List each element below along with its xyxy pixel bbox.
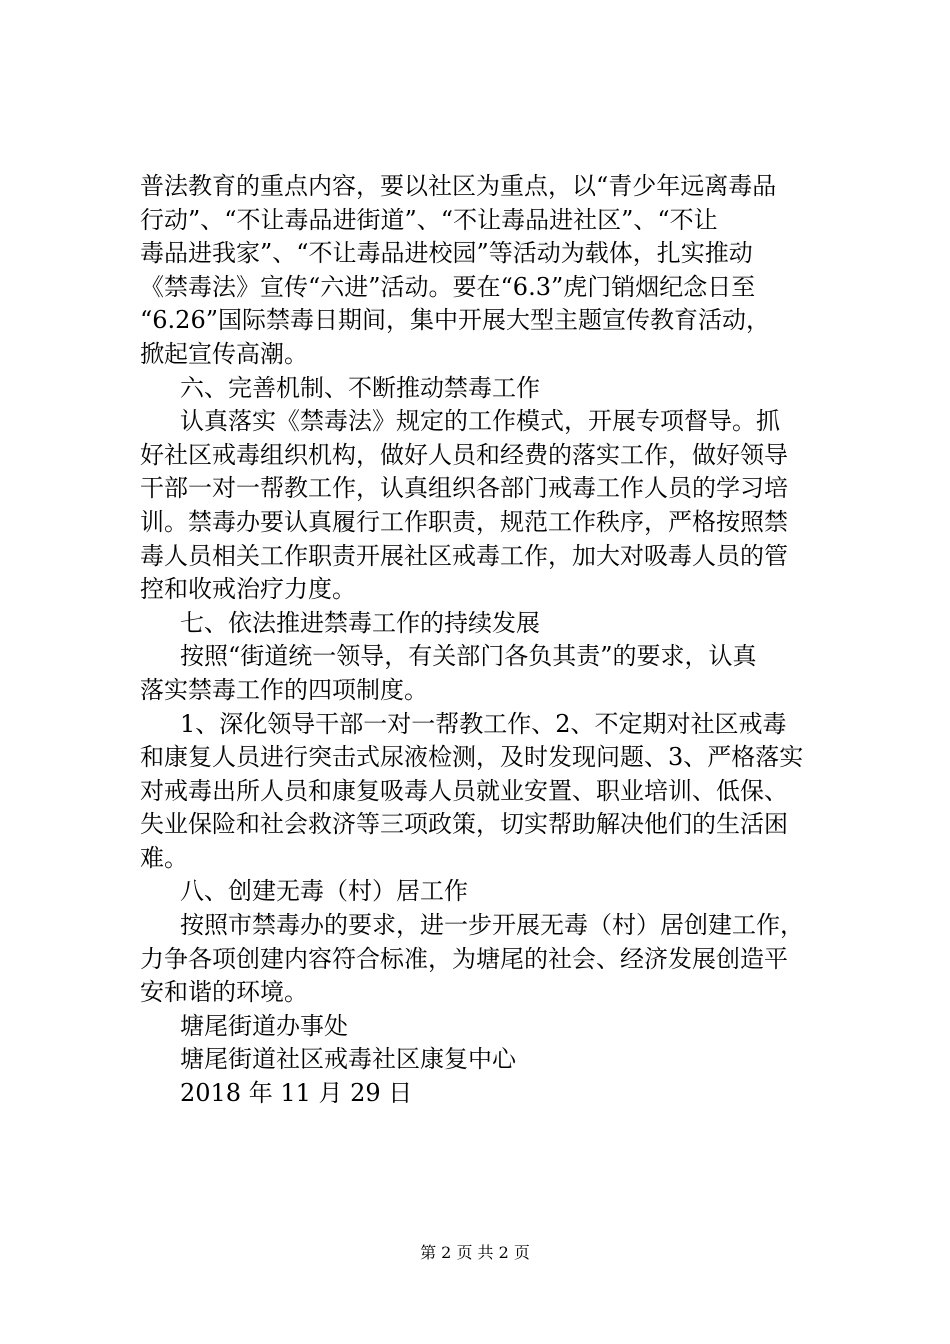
document-line: 力争各项创建内容符合标准，为塘尾的社会、经济发展创造平 bbox=[140, 944, 788, 973]
document-line: 难。 bbox=[140, 843, 188, 872]
document-line: 落实禁毒工作的四项制度。 bbox=[140, 675, 428, 704]
document-line: 《禁毒法》宣传“六进”活动。要在“6.3”虎门销烟纪念日至 bbox=[140, 272, 756, 301]
document-line: 六、完善机制、不断推动禁毒工作 bbox=[180, 373, 540, 402]
document-line: 普法教育的重点内容，要以社区为重点，以“青少年远离毒品 bbox=[140, 172, 777, 200]
document-line: 认真落实《禁毒法》规定的工作模式，开展专项督导。抓 bbox=[180, 407, 780, 436]
document-line: 对戒毒出所人员和康复吸毒人员就业安置、职业培训、低保、 bbox=[140, 776, 788, 805]
document-line: 行动”、“不让毒品进街道”、“不让毒品进社区”、“不让 bbox=[140, 205, 718, 234]
document-line: 七、依法推进禁毒工作的持续发展 bbox=[180, 608, 540, 637]
document-line: 毒人员相关工作职责开展社区戒毒工作，加大对吸毒人员的管 bbox=[140, 541, 788, 570]
document-line: 和康复人员进行突击式尿液检测，及时发现问题、3、严格落实 bbox=[140, 743, 804, 772]
document-line: 毒品进我家”、“不让毒品进校园”等活动为载体，扎实推动 bbox=[140, 239, 753, 268]
page-footer: 第 2 页 共 2 页 bbox=[420, 1243, 530, 1262]
document-line: 安和谐的环境。 bbox=[140, 978, 308, 1007]
document-line: 训。禁毒办要认真履行工作职责，规范工作秩序，严格按照禁 bbox=[140, 507, 788, 536]
document-line: 塘尾街道社区戒毒社区康复中心 bbox=[180, 1045, 516, 1074]
document-line: 干部一对一帮教工作，认真组织各部门戒毒工作人员的学习培 bbox=[140, 474, 788, 503]
document-line: 掀起宣传高潮。 bbox=[140, 339, 308, 368]
document-line: 八、创建无毒（村）居工作 bbox=[180, 877, 468, 906]
document-line: 1、深化领导干部一对一帮教工作、2、不定期对社区戒毒 bbox=[180, 709, 787, 738]
document-line: 好社区戒毒组织机构，做好人员和经费的落实工作，做好领导 bbox=[140, 440, 788, 469]
document-line: 控和收戒治疗力度。 bbox=[140, 575, 356, 604]
document-body bbox=[140, 170, 840, 1111]
document-line: 2018 年 11 月 29 日 bbox=[180, 1079, 413, 1108]
document-line: 按照“街道统一领导，有关部门各负其责”的要求，认真 bbox=[180, 642, 757, 671]
document-line: 塘尾街道办事处 bbox=[180, 1011, 348, 1040]
document-line: “6.26”国际禁毒日期间，集中开展大型主题宣传教育活动， bbox=[140, 306, 770, 335]
document-line: 按照市禁毒办的要求，进一步开展无毒（村）居创建工作， bbox=[180, 911, 804, 940]
document-line: 失业保险和社会救济等三项政策，切实帮助解决他们的生活困 bbox=[140, 810, 788, 839]
